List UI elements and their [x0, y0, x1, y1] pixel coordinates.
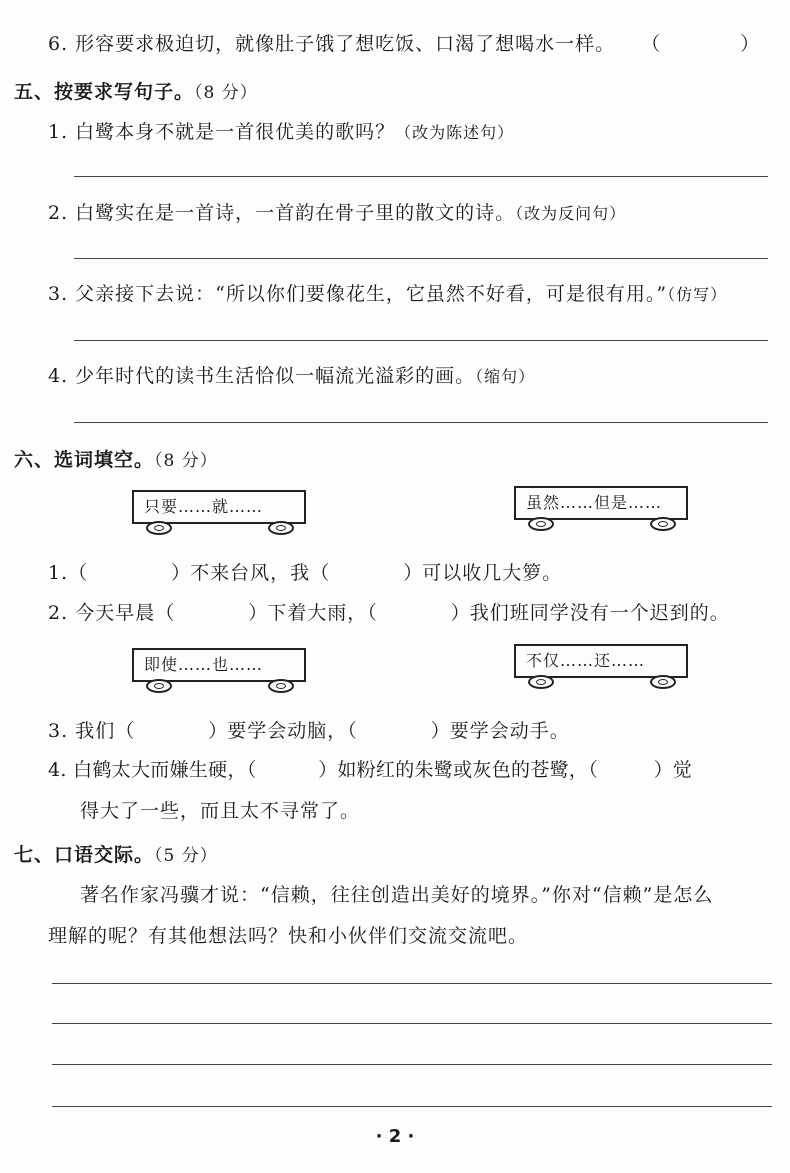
- wheel-icon: [650, 517, 676, 531]
- section7-paragraph-line2: 理解的呢？有其他想法吗？快和小伙伴们交流交流吧。: [48, 925, 529, 947]
- wheel-icon: [146, 679, 172, 693]
- section6-heading: 六、选词填空。（8 分）: [14, 449, 218, 471]
- section7-heading: 七、口语交际。（5 分）: [14, 844, 218, 866]
- page-number: · 2 ·: [375, 1126, 415, 1147]
- section5-item-3: 3. 父亲接下去说：“所以你们要像花生，它虽然不好看，可是很有用。”（仿写）: [48, 283, 728, 305]
- answer-paren-open: （: [641, 33, 661, 55]
- wheel-icon: [268, 679, 294, 693]
- answer-line-7-4[interactable]: [52, 1106, 772, 1107]
- word-cart-1: [132, 490, 310, 540]
- word-cart-4: [514, 644, 692, 694]
- word-cart-2: [514, 486, 692, 536]
- section5-item-4: 4. 少年时代的读书生活恰似一幅流光溢彩的画。（缩句）: [48, 365, 536, 387]
- wheel-icon: [268, 521, 294, 535]
- word-cart-3: [132, 648, 310, 698]
- wheel-icon: [650, 675, 676, 689]
- answer-line-5-3[interactable]: [74, 340, 768, 341]
- q4-item-6: 6. 形容要求极迫切，就像肚子饿了想吃饭、口渴了想喝水一样。 （ ）: [48, 33, 760, 55]
- word-cart-label: 不仅……还……: [514, 644, 688, 678]
- answer-line-7-2[interactable]: [52, 1023, 772, 1024]
- section6-item-4: 4. 白鹤太大而嫌生硬，（ ）如粉红的朱鹭或灰色的苍鹭，（ ）觉: [48, 759, 693, 781]
- answer-line-7-3[interactable]: [52, 1064, 772, 1065]
- answer-line-7-1[interactable]: [52, 983, 772, 984]
- section6-item-1: 1.（ ）不来台风，我（ ）可以收几大箩。: [48, 562, 563, 584]
- wheel-icon: [528, 517, 554, 531]
- section7-paragraph-line1: 著名作家冯骥才说：“信赖，往往创造出美好的境界。”你对“信赖”是怎么: [80, 884, 714, 906]
- wheel-icon: [146, 521, 172, 535]
- section6-item-4-cont: 得大了一些，而且太不寻常了。: [80, 800, 361, 822]
- section6-item-2: 2. 今天早晨（ ）下着大雨，（ ）我们班同学没有一个迟到的。: [48, 602, 730, 624]
- answer-line-5-4[interactable]: [74, 422, 768, 423]
- section6-item-3: 3. 我们（ ）要学会动脑，（ ）要学会动手。: [48, 720, 570, 742]
- wheel-icon: [528, 675, 554, 689]
- word-cart-label: 即使……也……: [132, 648, 306, 682]
- section5-item-2: 2. 白鹭实在是一首诗，一首韵在骨子里的散文的诗。（改为反问句）: [48, 202, 627, 224]
- answer-line-5-2[interactable]: [74, 258, 768, 259]
- word-cart-label: 虽然……但是……: [514, 486, 688, 520]
- word-cart-label: 只要……就……: [132, 490, 306, 524]
- answer-paren-close: ）: [740, 33, 760, 55]
- answer-line-5-1[interactable]: [74, 176, 768, 177]
- section5-item-1: 1. 白鹭本身不就是一首很优美的歌吗？（改为陈述句）: [48, 121, 515, 143]
- section5-heading: 五、按要求写句子。（8 分）: [14, 81, 258, 103]
